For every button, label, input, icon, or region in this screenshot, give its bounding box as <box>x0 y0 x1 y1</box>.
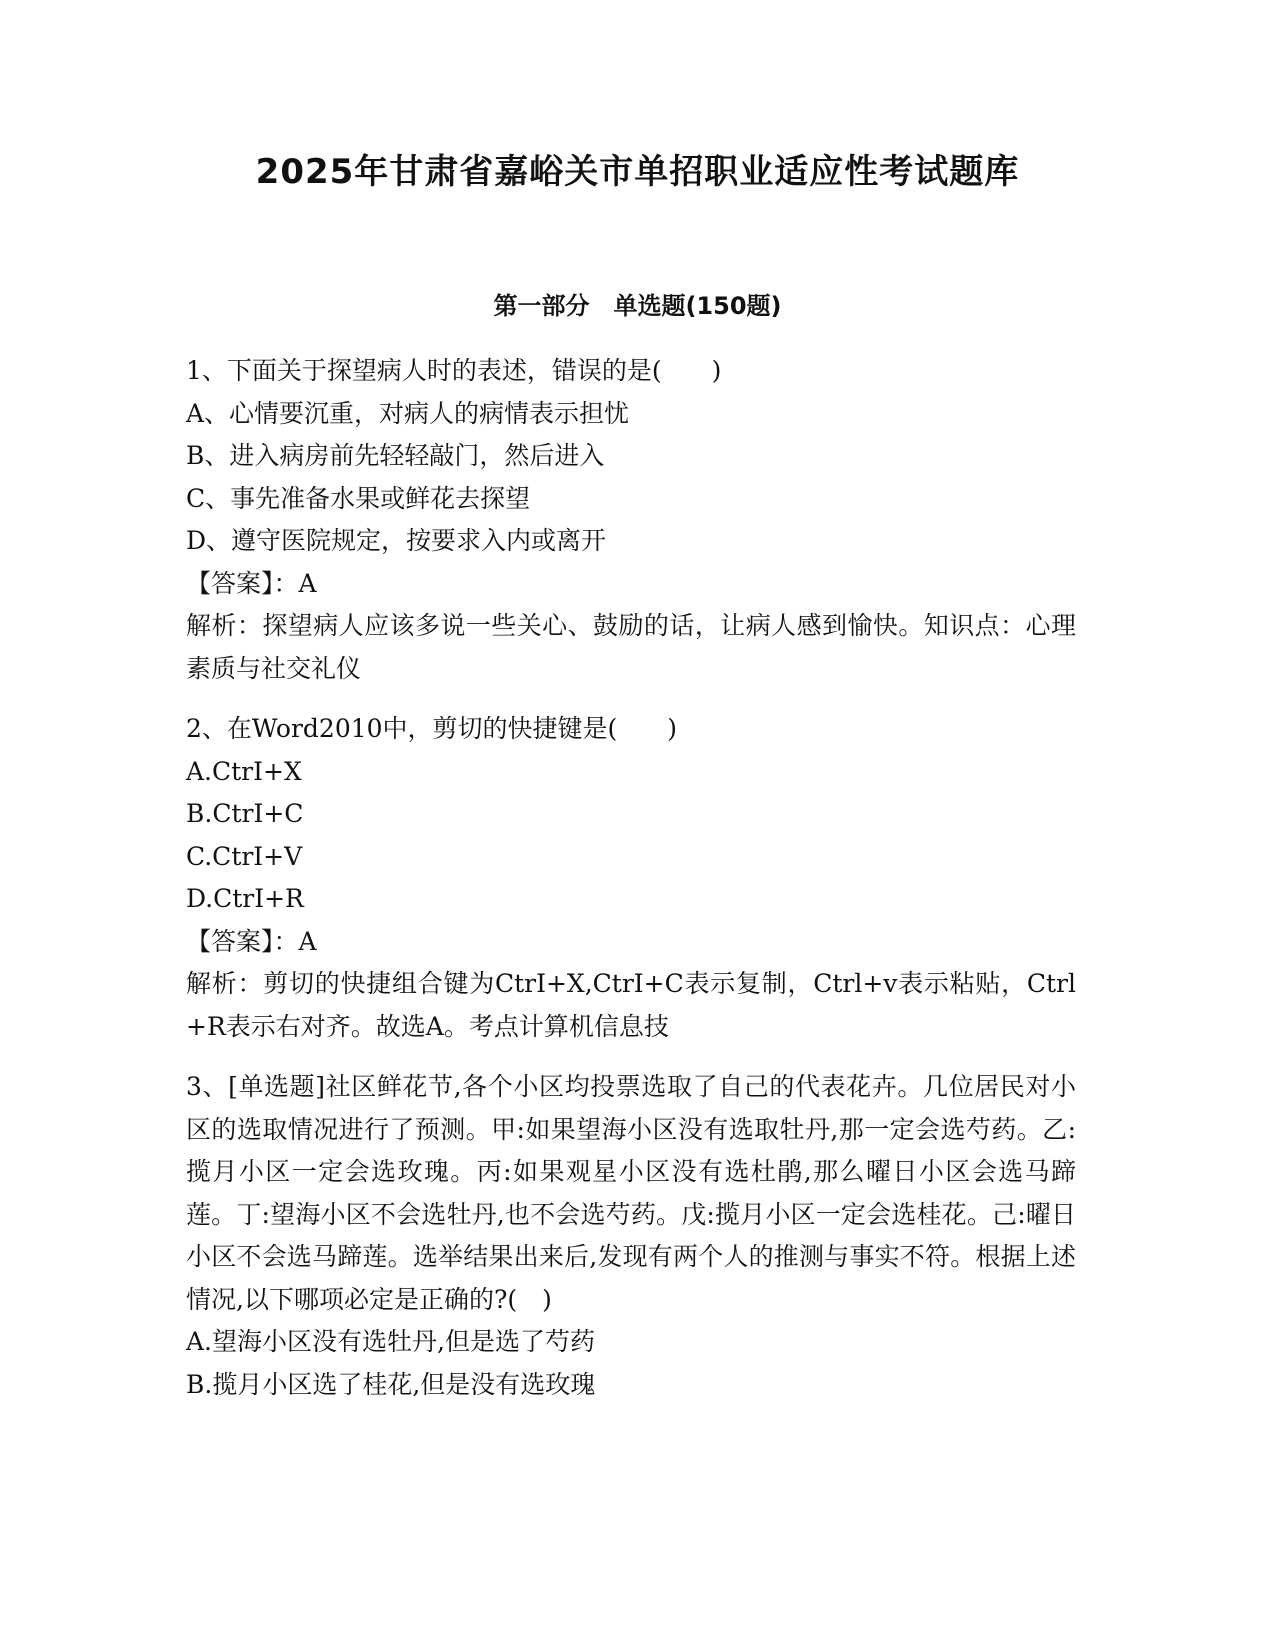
option-c: C.CtrI+V <box>186 841 303 871</box>
section-heading: 第一部分 单选题(150题) <box>493 292 782 320</box>
question-1 <box>186 350 1076 690</box>
option-b: B、进入病房前先轻轻敲门，然后进入 <box>186 441 605 470</box>
option-a: A.望海小区没有选牡丹,但是选了芍药 <box>186 1327 595 1356</box>
question-stem: 3、[单选题]社区鲜花节,各个小区均投票选取了自己的代表花卉。几位居民对小区的选取情况进行了预测。甲:如果望海小区没有选取牡丹,那一定会选芍药。乙:揽月小区一定会选玫瑰。丙:如果观星小区没有选杜鹃,那么曜日小区会选马蹄莲。丁:望海小区不会选牡丹,也不会选芍药。戊:揽月小区一定会选桂花。己:曜日小区不会选马蹄莲。选举结果出来后,发现有两个人的推测与事实不符。根据上述情况,以下哪项必定是正确的?( ) <box>186 1072 1076 1314</box>
option-a: A、心情要沉重，对病人的病情表示担忧 <box>186 398 630 428</box>
option-d: D.CtrI+R <box>186 884 304 913</box>
question-3 <box>186 1066 1076 1406</box>
question-stem: 1、下面关于探望病人时的表述，错误的是( ) <box>186 356 722 385</box>
option-b: B.揽月小区选了桂花,但是没有选玫瑰 <box>186 1369 596 1399</box>
answer: 【答案】：A <box>186 568 317 598</box>
question-2 <box>186 708 1076 1048</box>
option-d: D、遵守医院规定，按要求入内或离开 <box>186 526 607 555</box>
option-a: A.CtrI+X <box>186 756 302 786</box>
option-c: C、事先准备水果或鲜花去探望 <box>186 483 531 513</box>
analysis: 解析：探望病人应该多说一些关心、鼓励的话，让病人感到愉快。知识点：心理素质与社交礼仪 <box>186 611 1076 683</box>
question-stem: 2、在Word2010中，剪切的快捷键是( ) <box>186 714 678 743</box>
answer: 【答案】：A <box>186 926 317 956</box>
analysis: 解析：剪切的快捷组合键为CtrI+X,CtrI+C表示复制，Ctrl+v表示粘贴，Ctrl+R表示右对齐。故选A。考点计算机信息技 <box>186 969 1076 1041</box>
document-title: 2025年甘肃省嘉峪关市单招职业适应性考试题库 <box>255 152 1020 192</box>
option-b: B.CtrI+C <box>186 799 304 828</box>
question-list <box>186 350 1076 1406</box>
